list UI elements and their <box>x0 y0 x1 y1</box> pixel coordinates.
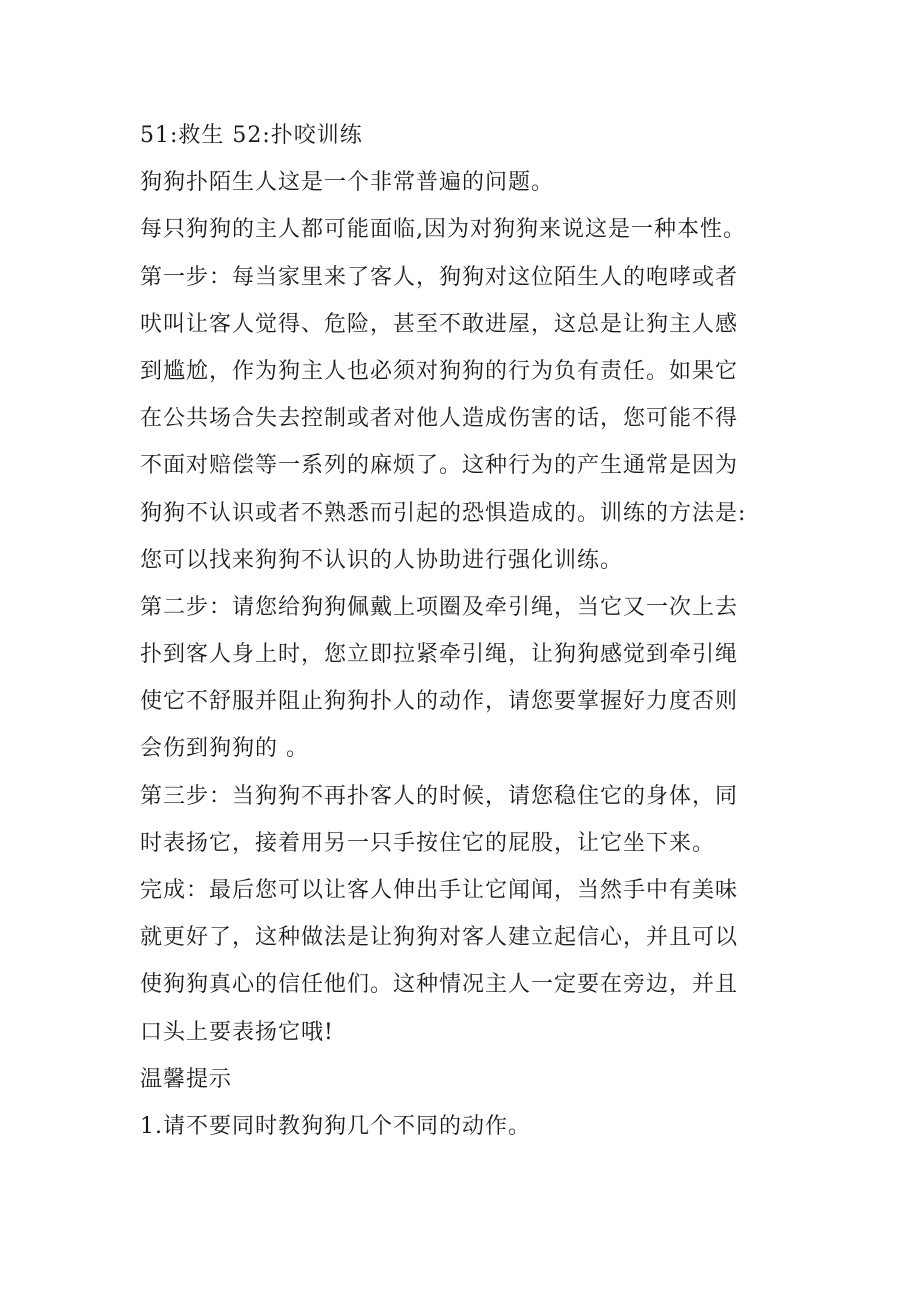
completion-line: 口头上要表扬它哦! <box>140 1019 334 1045</box>
step-three-line: 第三步：当狗狗不再扑客人的时候，请您稳住它的身体，同 <box>140 783 739 809</box>
tips-heading: 温馨提示 <box>140 1066 233 1092</box>
tip-item: 1.请不要同时教狗狗几个不同的动作。 <box>140 1113 531 1139</box>
step-two-line: 会伤到狗狗的 。 <box>140 736 309 762</box>
completion-line: 就更好了，这种做法是让狗狗对客人建立起信心，并且可以 <box>140 925 739 951</box>
document-body <box>140 112 820 1150</box>
intro-line: 狗狗扑陌生人这是一个非常普遍的问题。 <box>140 170 555 196</box>
section-heading: 51:救生 52:扑咬训练 <box>140 123 363 148</box>
step-one-line: 吠叫让客人觉得、危险，甚至不敢进屋，这总是让狗主人感 <box>140 311 739 337</box>
step-one-line: 您可以找来狗狗不认识的人协助进行强化训练。 <box>140 547 624 573</box>
step-two-line: 第二步：请您给狗狗佩戴上项圈及牵引绳，当它又一次上去 <box>140 594 739 620</box>
step-two-line: 使它不舒服并阻止狗狗扑人的动作，请您要掌握好力度否则 <box>140 689 739 715</box>
step-two-line: 扑到客人身上时，您立即拉紧牵引绳，让狗狗感觉到牵引绳 <box>140 642 739 668</box>
step-three-line: 时表扬它，接着用另一只手按住它的屁股，让它坐下来。 <box>140 830 716 856</box>
step-one-line: 在公共场合失去控制或者对他人造成伤害的话，您可能不得 <box>140 406 739 432</box>
step-one-line: 狗狗不认识或者不熟悉而引起的恐惧造成的。训练的方法是: <box>140 500 747 526</box>
step-one-line: 不面对赔偿等一系列的麻烦了。这种行为的产生通常是因为 <box>140 453 739 479</box>
completion-line: 使狗狗真心的信任他们。这种情况主人一定要在旁边，并且 <box>140 972 739 998</box>
intro-line: 每只狗狗的主人都可能面临,因为对狗狗来说这是一种本性。 <box>140 217 746 243</box>
completion-line: 完成：最后您可以让客人伸出手让它闻闻，当然手中有美味 <box>140 878 739 903</box>
step-one-line: 到尴尬，作为狗主人也必须对狗狗的行为负有责任。如果它 <box>140 358 739 384</box>
step-one-line: 第一步：每当家里来了客人，狗狗对这位陌生人的咆哮或者 <box>140 264 739 290</box>
